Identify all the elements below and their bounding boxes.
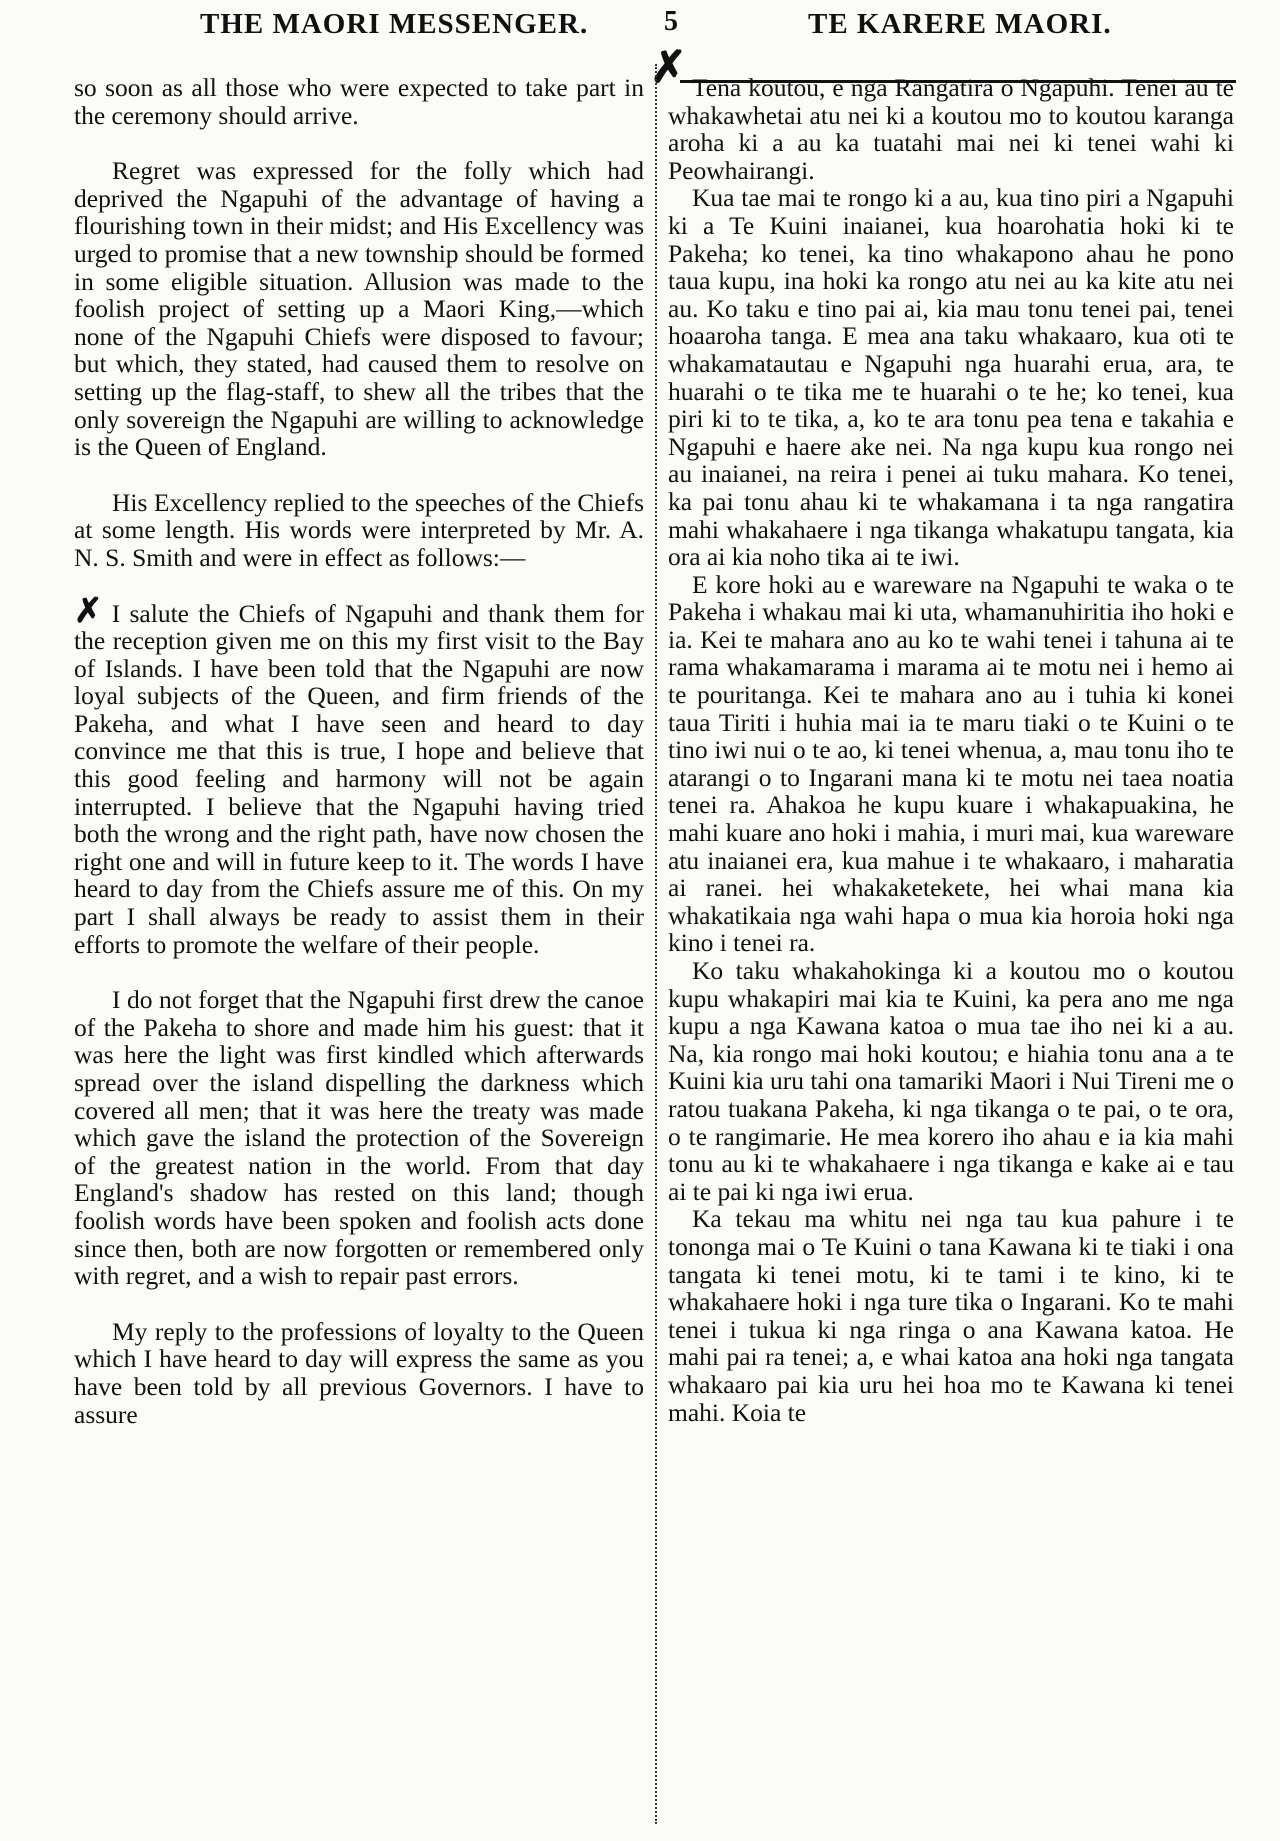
column-divider [655, 64, 657, 1824]
maori-column [668, 74, 1234, 1426]
page-header [0, 0, 1280, 60]
header-title-maori: TE KARERE MAORI. [808, 8, 1112, 40]
handwritten-mark-top: ✗ [650, 42, 687, 93]
english-paragraph-4 [74, 592, 645, 959]
english-paragraph-4-text: I salute the Chiefs of Ngapuhi and thank them for the reception given me on this my first visit to the Bay of Islands. I have been told that the Ngapuhi are now loyal subjects of the Queen, and firm friends of the Pakeha, and what I have seen and heard to day convince me that this is true, I hope and believe that this good feeling and harmony will not be again interrupted. I believe that the Ngapuhi having tried both the wrong and the right path, have now chosen the right one and will in future keep to it. The words I have heard to day from the Chiefs assure me of this. On my part I shall always be ready to assist them in their efforts to promote the welfare of their people. [74, 598, 645, 959]
maori-paragraph-2: Kua tae mai te rongo ki a au, kua tino piri a Ngapuhi ki a Te Kuini inaianei, kua hoarohatia hoki ki te Pakeha; ko tenei, ka tino whakapono ahau he pono taua kupu, ina hoki ka rongo atu nei au ka kite atu nei au. Ko taku e tino pai ai, kia mau tonu tenei pai, tenei hoaaroha tanga. E mea ana taku whakaaro, kua oti te whakamatautau e Ngapuhi nga huarahi erua, ara, te huarahi o te tika me te huarahi o te he; ko tenei, kua piri ki to te tika, a, ko te ara tonu pea tena e takahia e Ngapuhi e haere ake nei. Na nga kupu kua rongo nei au inaianei, na reira i penei ai tuku mahara. Ko tenei, ka pai tonu ahau ki te whakamana i ta nga rangatira mahi whakahaere i nga tikanga whakatupu tangata, kia ora ai kia noho tika ai te iwi. [668, 183, 1234, 572]
english-paragraph-5: I do not forget that the Ngapuhi first drew the canoe of the Pakeha to shore and made him his guest: that it was here the light was first kindled which afterwards spread over the island dispelling the darkness which covered all men; that it was here the treaty was made which gave the island the protection of the Sovereign of the greatest nation in the world. From that day England's shadow has rested on this land; though foolish words have been spoken and foolish acts done since then, both are now forgotten or remembered only with regret, and a wish to repair past errors. [74, 985, 644, 1291]
maori-paragraph-4: Ko taku whakahokinga ki a koutou mo o koutou kupu whakapiri mai kia te Kuini, ka pera ano me nga kupu a nga Kawana katoa o mua tae iho nei ki a au. Na, kia rongo mai hoki koutou; e hiahia tonu ana a te Kuini kia uru tahi ona tamariki Maori i Nui Tireni me o ratou tuakana Pakeha, ki nga tikanga o te pai, o te ora, o te rangimarie. He mea korero iho ahau e ia kia mahi tonu au ki te whakahaere i nga tikanga e kake ai e tau ai te pai ki nga iwi erua. [668, 956, 1234, 1206]
english-paragraph-2: Regret was expressed for the folly which had deprived the Ngapuhi of the advantage of having a flourishing town in their midst; and His Excellency was urged to promise that a new township should be formed in some eligible situation. Allusion was made to the foolish project of setting up a Maori King,—which none of the Ngapuhi Chiefs were disposed to favour; but which, they stated, had caused them to resolve on setting up the flag-staff, to shew all the tribes that the only sovereign the Ngapuhi are willing to acknowledge is the Queen of England. [74, 156, 644, 462]
maori-paragraph-5: Ka tekau ma whitu nei nga tau kua pahure i te tononga mai o Te Kuini o tana Kawana ki te tiaki i ona tangata ki tenei motu, ki te tami i te kino, ki te whakahaere hoki i nga ture tika o Ingarani. Ko te mahi tenei i tukua ki nga ringa o ana Kawana katoa. He mahi pai ra tenei; a, e whai katoa ana hoki nga tangata whakaaro pai kia uru hei hoa mo te Kawana ki tenei mahi. Koia te [668, 1204, 1234, 1427]
page-number: 5 [664, 6, 678, 37]
english-paragraph-1: so soon as all those who were expected to take part in the ceremony should arrive. [74, 73, 644, 130]
maori-paragraph-1: Tena koutou, e nga Rangatira o Ngapuhi. Tenei au te whakawhetai atu nei ki a koutou mo to koutou karanga aroha ki a au ka tuatahi mai nei ki tenei wahi ki Peowhairangi. [668, 73, 1234, 185]
maori-paragraph-3: E kore hoki au e wareware na Ngapuhi te waka o te Pakeha i whakau mai ki uta, whamanuhiritia iho hoki e ia. Kei te mahara ano au ko te wahi tenei i tahuna ai te rama whakamarama i marama ai te motu nei i hemo ai te pouritanga. Kei te mahara ano au i tuhia ki konei taua Tiriti i huhia mai ia te maru tiaki o te Kuini o te tino iwi nui o te ao, ki tenei whenua, a, mau tonu iho te atarangi o to Ingarani mana ki te motu nei taea noatia tenei ra. Ahakoa he kupu kuare i whakapuakina, he mahi kuare ano hoki i mahia, i muri mai, kua wareware atu inaianei era, kua mahue i te whakaaro, i maharatia ai ranei. hei whakaketekete, hei whai mana kia whakatikaia nga wahi hapa o mua kia horoia hoki nga kino i tenei ra. [668, 569, 1234, 958]
english-paragraph-3: His Excellency replied to the speeches of the Chiefs at some length. His words were interpreted by Mr. A. N. S. Smith and were in effect as follows:— [74, 487, 644, 572]
english-column [74, 74, 644, 1428]
handwritten-mark: ✗ [74, 592, 103, 630]
header-title-english: THE MAORI MESSENGER. [200, 8, 589, 40]
english-paragraph-6: My reply to the professions of loyalty to the Queen which I have heard to day will express the same as you have been told by all previous Governors. I have to assure [74, 1316, 644, 1429]
